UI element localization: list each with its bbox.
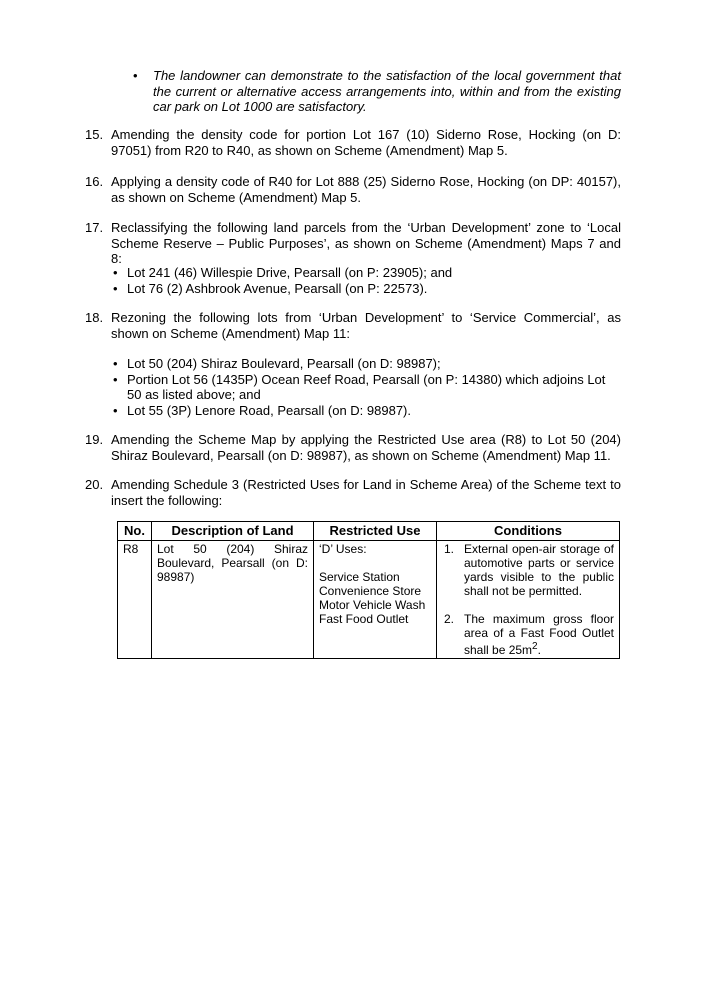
header-no: No.	[118, 522, 152, 541]
superscript: 2	[532, 641, 538, 652]
item-text: Amending the density code for portion Lot 167 (10) Siderno Rose, Hocking (on D: 97051) from R20 to R40, as shown on Scheme (Amendment) Map 5.	[111, 127, 621, 158]
condition-text: The maximum gross floor area of a Fast Food Outlet shall be 25m	[464, 612, 614, 657]
list-item-17	[85, 220, 621, 267]
list-item-15	[85, 127, 621, 158]
item-text: Amending the Scheme Map by applying the Restricted Use area (R8) to Lot 50 (204) Shiraz Boulevard, Pearsall (on D: 98987), as shown on Scheme (Amendment) Map 11.	[111, 432, 621, 463]
table-row	[118, 541, 620, 659]
use-item: Service Station	[319, 570, 400, 584]
item-17-bullets	[111, 265, 621, 296]
intro-bullet-text: The landowner can demonstrate to the satisfaction of the local government that the current or alternative access arrangements into, within and from the existing car park on Lot 1000 are satisfactory.	[153, 68, 621, 114]
list-item: • Lot 55 (3P) Lenore Road, Pearsall (on D: 98987).	[111, 403, 621, 419]
list-item: • Lot 50 (204) Shiraz Boulevard, Pearsall (on D: 98987);	[111, 356, 621, 372]
item-number: 18.	[85, 310, 104, 325]
use-item: Fast Food Outlet	[319, 612, 409, 626]
cell-description: Lot 50 (204) Shiraz Boulevard, Pearsall (on D: 98987)	[152, 541, 314, 659]
condition-tail: .	[537, 643, 541, 657]
cell-conditions	[437, 541, 620, 659]
list-item-18	[85, 310, 621, 341]
list-item: • Portion Lot 56 (1435P) Ocean Reef Road, Pearsall (on P: 14380) which adjoins Lot 50 as listed above; and	[111, 372, 621, 403]
item-text: Reclassifying the following land parcels from the ‘Urban Development’ zone to ‘Local Scheme Reserve – Public Purposes’, as shown on Scheme (Amendment) Maps 7 and 8:	[111, 220, 621, 266]
item-number: 20.	[85, 477, 104, 492]
table-header-row	[118, 522, 620, 541]
header-description: Description of Land	[152, 522, 314, 541]
header-restricted-use: Restricted Use	[314, 522, 437, 541]
item-number: 19.	[85, 432, 104, 447]
use-heading: ‘D’ Uses:	[319, 542, 367, 556]
item-18-bullets	[111, 356, 621, 418]
list-item-20	[85, 477, 621, 508]
item-text: Applying a density code of R40 for Lot 888 (25) Siderno Rose, Hocking (on DP: 40157), as shown on Scheme (Amendment) Map 5.	[111, 174, 621, 205]
list-item: • Lot 76 (2) Ashbrook Avenue, Pearsall (on P: 22573).	[111, 281, 621, 297]
bullet-icon: •	[133, 68, 138, 83]
item-number: 15.	[85, 127, 104, 142]
conditions-list	[442, 542, 614, 657]
condition-item	[442, 612, 614, 657]
list-item-19	[85, 432, 621, 463]
intro-bullet	[133, 68, 621, 115]
cell-restricted-use	[314, 541, 437, 659]
restricted-use-table	[117, 521, 620, 659]
header-conditions: Conditions	[437, 522, 620, 541]
item-number: 17.	[85, 220, 104, 235]
spacer	[319, 556, 431, 570]
item-number: 16.	[85, 174, 104, 189]
condition-item	[442, 542, 614, 598]
item-text: Amending Schedule 3 (Restricted Uses for Land in Scheme Area) of the Scheme text to insert the following:	[111, 477, 621, 508]
use-item: Motor Vehicle Wash	[319, 598, 426, 612]
item-text: Rezoning the following lots from ‘Urban Development’ to ‘Service Commercial’, as shown on Scheme (Amendment) Map 11:	[111, 310, 621, 341]
use-item: Convenience Store	[319, 584, 422, 598]
list-item: • Lot 241 (46) Willespie Drive, Pearsall (on P: 23905); and	[111, 265, 621, 281]
condition-number: 1.	[444, 542, 455, 556]
condition-text: External open-air storage of automotive parts or service yards visible to the public shall not be permitted.	[464, 542, 614, 598]
list-item-16	[85, 174, 621, 205]
cell-no: R8	[118, 541, 152, 659]
condition-number: 2.	[444, 612, 455, 626]
